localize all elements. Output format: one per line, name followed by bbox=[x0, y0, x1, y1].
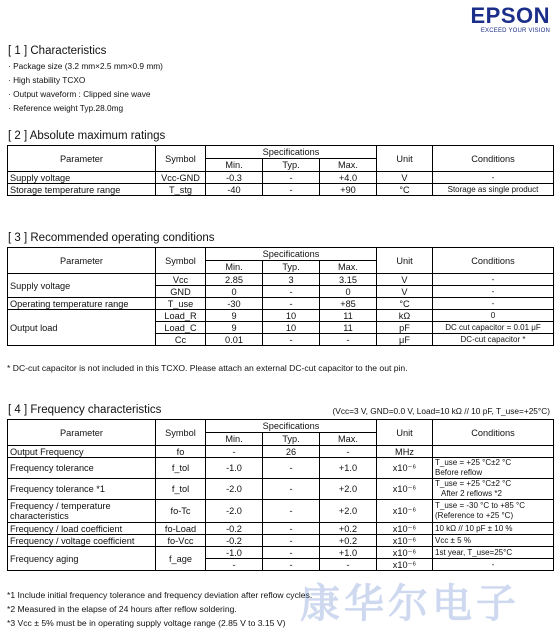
cond-line: T_use = +25 °C±2 °C bbox=[435, 479, 512, 488]
cell: - bbox=[320, 446, 377, 458]
cell: Cc bbox=[156, 334, 206, 346]
col-symbol: Symbol bbox=[156, 248, 206, 274]
bullet-2: · High stability TCXO bbox=[8, 75, 86, 85]
cell: DC cut capacitor = 0.01 μF bbox=[433, 322, 554, 334]
cell: - bbox=[263, 523, 320, 535]
cell: 2.85 bbox=[206, 274, 263, 286]
cell: Supply voltage bbox=[8, 172, 156, 184]
table-row bbox=[8, 547, 554, 559]
cell: 0 bbox=[320, 286, 377, 298]
cell: x10⁻⁶ bbox=[377, 535, 433, 547]
cell: -1.0 bbox=[206, 547, 263, 559]
cell: +2.0 bbox=[320, 500, 377, 523]
col-typ: Typ. bbox=[263, 433, 320, 446]
cell: +0.2 bbox=[320, 535, 377, 547]
col-symbol: Symbol bbox=[156, 420, 206, 446]
footnote-3: *3 Vcc ± 5% must be in operating supply voltage range (2.85 V to 3.15 V) bbox=[7, 618, 286, 628]
cell: - bbox=[263, 458, 320, 479]
cell: fo-Vcc bbox=[156, 535, 206, 547]
cond-line: (Reference to +25 °C) bbox=[435, 511, 514, 520]
cell: - bbox=[263, 334, 320, 346]
bullet-3: · Output waveform : Clipped sine wave bbox=[8, 89, 151, 99]
cell bbox=[433, 500, 554, 523]
cell: fo-Tc bbox=[156, 500, 206, 523]
cond-line: After 2 reflows *2 bbox=[441, 489, 502, 498]
epson-logo bbox=[470, 4, 550, 34]
cell: 0 bbox=[206, 286, 263, 298]
cell: - bbox=[433, 274, 554, 286]
cell: +90 bbox=[320, 184, 377, 196]
cond-line: T_use = -30 °C to +85 °C bbox=[435, 501, 525, 510]
col-min: Min. bbox=[206, 159, 263, 172]
table-row bbox=[8, 274, 554, 286]
absolute-max-table bbox=[7, 145, 554, 196]
cell: Frequency / load coefficient bbox=[8, 523, 156, 535]
cell: - bbox=[263, 184, 320, 196]
cell: μF bbox=[377, 334, 433, 346]
cell: x10⁻⁶ bbox=[377, 523, 433, 535]
cell: - bbox=[206, 446, 263, 458]
cell: Storage as single product bbox=[433, 184, 554, 196]
cell: +85 bbox=[320, 298, 377, 310]
table-row bbox=[8, 310, 554, 322]
table-row bbox=[8, 298, 554, 310]
cell: Frequency tolerance bbox=[8, 458, 156, 479]
col-min: Min. bbox=[206, 261, 263, 274]
param-line: characteristics bbox=[10, 511, 69, 521]
cell: GND bbox=[156, 286, 206, 298]
cell: - bbox=[433, 286, 554, 298]
watermark: 康华尔电子 bbox=[300, 581, 520, 627]
cell: - bbox=[206, 559, 263, 571]
cell: 0 bbox=[433, 310, 554, 322]
cell: -1.0 bbox=[206, 458, 263, 479]
cell: V bbox=[377, 172, 433, 184]
cell: Vcc bbox=[156, 274, 206, 286]
col-typ: Typ. bbox=[263, 261, 320, 274]
col-min: Min. bbox=[206, 433, 263, 446]
cell: f_age bbox=[156, 547, 206, 571]
cell: fo-Load bbox=[156, 523, 206, 535]
cell: 3 bbox=[263, 274, 320, 286]
section-4-title: [ 4 ] Frequency characteristics bbox=[8, 404, 162, 416]
cell: -0.3 bbox=[206, 172, 263, 184]
cell: x10⁻⁶ bbox=[377, 559, 433, 571]
cell: - bbox=[263, 479, 320, 500]
cell bbox=[433, 479, 554, 500]
col-typ: Typ. bbox=[263, 159, 320, 172]
cell: f_tol bbox=[156, 479, 206, 500]
cell: Vcc-GND bbox=[156, 172, 206, 184]
recommended-conditions-table bbox=[7, 247, 554, 346]
cell: 10 bbox=[263, 322, 320, 334]
cell: T_stg bbox=[156, 184, 206, 196]
cell: - bbox=[263, 559, 320, 571]
bullet-4: · Reference weight Typ.28.0mg bbox=[8, 103, 124, 113]
cell: -2.0 bbox=[206, 500, 263, 523]
col-unit: Unit bbox=[377, 146, 433, 172]
dc-cut-note: * DC-cut capacitor is not included in this TCXO. Please attach an external DC-cut capacitor to the out pin. bbox=[7, 363, 408, 373]
cell: Frequency tolerance *1 bbox=[8, 479, 156, 500]
cell: - bbox=[263, 547, 320, 559]
footnote-1: *1 Include initial frequency tolerance and frequency deviation after reflow cycles. bbox=[7, 590, 313, 600]
cell: - bbox=[433, 172, 554, 184]
cell: x10⁻⁶ bbox=[377, 458, 433, 479]
cell: -40 bbox=[206, 184, 263, 196]
cell: +1.0 bbox=[320, 458, 377, 479]
cell: +2.0 bbox=[320, 479, 377, 500]
logo-word: EPSON bbox=[470, 3, 550, 28]
table-row bbox=[8, 500, 554, 523]
cell: x10⁻⁶ bbox=[377, 547, 433, 559]
cell: V bbox=[377, 286, 433, 298]
table-row bbox=[8, 184, 554, 196]
cell: Load_R bbox=[156, 310, 206, 322]
cell: Vcc ± 5 % bbox=[433, 535, 554, 547]
cell: - bbox=[263, 172, 320, 184]
cond-line: Before reflow bbox=[435, 468, 483, 477]
cell: Load_C bbox=[156, 322, 206, 334]
cell: 3.15 bbox=[320, 274, 377, 286]
bullet-1: · Package size (3.2 mm×2.5 mm×0.9 mm) bbox=[8, 61, 163, 71]
col-max: Max. bbox=[320, 433, 377, 446]
cell: +1.0 bbox=[320, 547, 377, 559]
col-max: Max. bbox=[320, 159, 377, 172]
cell: V bbox=[377, 274, 433, 286]
cell: DC-cut capacitor * bbox=[433, 334, 554, 346]
col-unit: Unit bbox=[377, 420, 433, 446]
cell bbox=[433, 446, 554, 458]
cell: kΩ bbox=[377, 310, 433, 322]
table-row bbox=[8, 479, 554, 500]
cell: 11 bbox=[320, 310, 377, 322]
cell: - bbox=[263, 500, 320, 523]
col-specs: Specifications bbox=[206, 248, 377, 261]
cell: Frequency aging bbox=[8, 547, 156, 571]
cell: Supply voltage bbox=[8, 274, 156, 298]
cell bbox=[8, 500, 156, 523]
col-unit: Unit bbox=[377, 248, 433, 274]
section-1-title: [ 1 ] Characteristics bbox=[8, 45, 107, 57]
col-parameter: Parameter bbox=[8, 146, 156, 172]
cell: 26 bbox=[263, 446, 320, 458]
cell: f_tol bbox=[156, 458, 206, 479]
cell: 0.01 bbox=[206, 334, 263, 346]
cell: 1st year, T_use=25°C bbox=[433, 547, 554, 559]
cell: MHz bbox=[377, 446, 433, 458]
cell: 11 bbox=[320, 322, 377, 334]
cond-line: T_use = +25 °C±2 °C bbox=[435, 458, 512, 467]
col-conditions: Conditions bbox=[433, 420, 554, 446]
cell: - bbox=[320, 334, 377, 346]
col-parameter: Parameter bbox=[8, 420, 156, 446]
col-symbol: Symbol bbox=[156, 146, 206, 172]
param-line: Frequency / temperature bbox=[10, 501, 111, 511]
footnote-2: *2 Measured in the elapse of 24 hours after reflow soldering. bbox=[7, 604, 237, 614]
cell bbox=[433, 458, 554, 479]
cell: Operating temperature range bbox=[8, 298, 156, 310]
cell: T_use bbox=[156, 298, 206, 310]
col-parameter: Parameter bbox=[8, 248, 156, 274]
col-max: Max. bbox=[320, 261, 377, 274]
cell: °C bbox=[377, 184, 433, 196]
table-row bbox=[8, 523, 554, 535]
section-4-conditions: (Vcc=3 V, GND=0.0 V, Load=10 kΩ // 10 pF, T_use=+25°C) bbox=[332, 406, 550, 416]
col-specs: Specifications bbox=[206, 146, 377, 159]
section-2-title: [ 2 ] Absolute maximum ratings bbox=[8, 130, 166, 142]
cell: 10 bbox=[263, 310, 320, 322]
cell: 9 bbox=[206, 310, 263, 322]
table-row bbox=[8, 446, 554, 458]
cell: - bbox=[263, 286, 320, 298]
cell: Storage temperature range bbox=[8, 184, 156, 196]
cell: °C bbox=[377, 298, 433, 310]
cell: -30 bbox=[206, 298, 263, 310]
cell: Frequency / voltage coefficient bbox=[8, 535, 156, 547]
table-row bbox=[8, 458, 554, 479]
cell: fo bbox=[156, 446, 206, 458]
cell: x10⁻⁶ bbox=[377, 479, 433, 500]
frequency-characteristics-table bbox=[7, 419, 554, 571]
cell: Output Frequency bbox=[8, 446, 156, 458]
cell: -2.0 bbox=[206, 479, 263, 500]
cell: pF bbox=[377, 322, 433, 334]
cell: 10 kΩ // 10 pF ± 10 % bbox=[433, 523, 554, 535]
table-row bbox=[8, 535, 554, 547]
col-conditions: Conditions bbox=[433, 146, 554, 172]
col-specs: Specifications bbox=[206, 420, 377, 433]
cell: - bbox=[263, 298, 320, 310]
cell: - bbox=[433, 298, 554, 310]
cell: - bbox=[263, 535, 320, 547]
logo-tagline: EXCEED YOUR VISION bbox=[480, 28, 550, 34]
col-conditions: Conditions bbox=[433, 248, 554, 274]
cell: +4.0 bbox=[320, 172, 377, 184]
cell: x10⁻⁶ bbox=[377, 500, 433, 523]
cell: Output load bbox=[8, 310, 156, 346]
cell: 9 bbox=[206, 322, 263, 334]
cell: -0.2 bbox=[206, 535, 263, 547]
cell: +0.2 bbox=[320, 523, 377, 535]
table-row bbox=[8, 172, 554, 184]
section-3-title: [ 3 ] Recommended operating conditions bbox=[8, 232, 215, 244]
cell: - bbox=[320, 559, 377, 571]
cell: -0.2 bbox=[206, 523, 263, 535]
cell: - bbox=[433, 559, 554, 571]
